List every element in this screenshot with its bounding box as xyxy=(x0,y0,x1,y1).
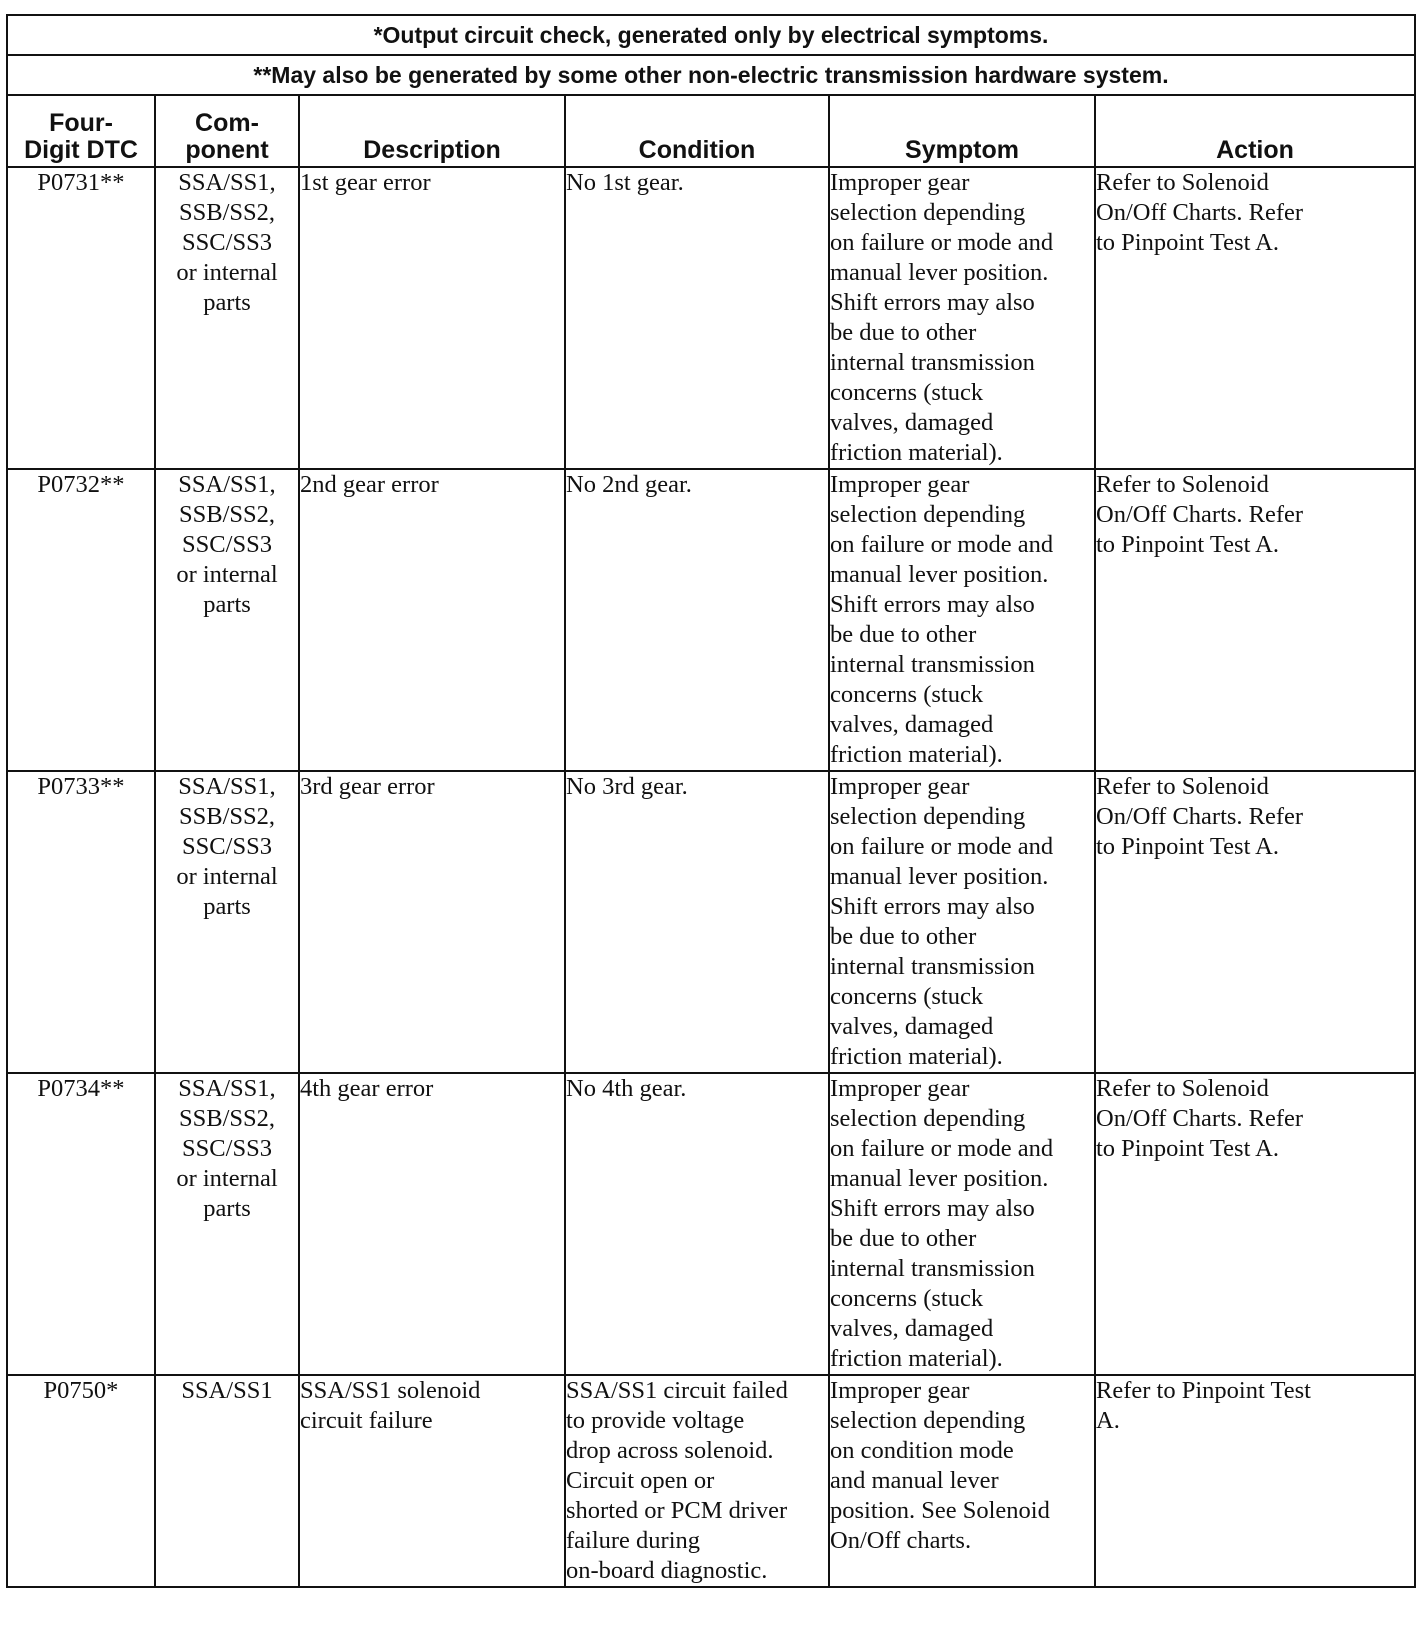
header-row xyxy=(7,95,1415,167)
action-cell: Refer to Solenoid On/Off Charts. Refer to Pinpoint Test A. xyxy=(1095,167,1415,469)
condition-cell: No 3rd gear. xyxy=(565,771,829,1073)
component-cell: SSA/SS1, SSB/SS2, SSC/SS3 or internal parts xyxy=(155,1073,299,1375)
table-row xyxy=(7,167,1415,469)
action-cell: Refer to Solenoid On/Off Charts. Refer to Pinpoint Test A. xyxy=(1095,1073,1415,1375)
dtc-code: P0750* xyxy=(7,1375,155,1587)
action-cell: Refer to Solenoid On/Off Charts. Refer to Pinpoint Test A. xyxy=(1095,469,1415,771)
symptom-cell: Improper gear selection depending on failure or mode and manual lever position. Shift errors may also be due to other internal transmission concerns (stuck valves, damaged friction material). xyxy=(829,469,1095,771)
header-action: Action xyxy=(1095,95,1415,167)
dtc-code: P0732** xyxy=(7,469,155,771)
dtc-code: P0731** xyxy=(7,167,155,469)
dtc-code: P0734** xyxy=(7,1073,155,1375)
condition-cell: No 4th gear. xyxy=(565,1073,829,1375)
component-cell: SSA/SS1, SSB/SS2, SSC/SS3 or internal parts xyxy=(155,469,299,771)
table-row xyxy=(7,469,1415,771)
symptom-cell: Improper gear selection depending on failure or mode and manual lever position. Shift errors may also be due to other internal transmission concerns (stuck valves, damaged friction material). xyxy=(829,167,1095,469)
description-cell: 1st gear error xyxy=(299,167,565,469)
component-cell: SSA/SS1, SSB/SS2, SSC/SS3 or internal parts xyxy=(155,771,299,1073)
table-row xyxy=(7,1073,1415,1375)
banner-electrical-note: *Output circuit check, generated only by electrical symptoms. xyxy=(7,15,1415,55)
action-cell: Refer to Solenoid On/Off Charts. Refer to Pinpoint Test A. xyxy=(1095,771,1415,1073)
header-description: Description xyxy=(299,95,565,167)
description-cell: 4th gear error xyxy=(299,1073,565,1375)
symptom-cell: Improper gear selection depending on failure or mode and manual lever position. Shift errors may also be due to other internal transmission concerns (stuck valves, damaged friction material). xyxy=(829,1073,1095,1375)
table-row xyxy=(7,1375,1415,1587)
description-cell: 3rd gear error xyxy=(299,771,565,1073)
condition-cell: No 2nd gear. xyxy=(565,469,829,771)
condition-cell: No 1st gear. xyxy=(565,167,829,469)
dtc-code: P0733** xyxy=(7,771,155,1073)
header-condition: Condition xyxy=(565,95,829,167)
banner-hardware-note: **May also be generated by some other non-electric transmission hardware system. xyxy=(7,55,1415,95)
condition-cell: SSA/SS1 circuit failed to provide voltage drop across solenoid. Circuit open or shorted or PCM driver failure during on-board diagnostic. xyxy=(565,1375,829,1587)
description-cell: SSA/SS1 solenoid circuit failure xyxy=(299,1375,565,1587)
header-component: Com- ponent xyxy=(155,95,299,167)
banner-row-2 xyxy=(7,55,1415,95)
symptom-cell: Improper gear selection depending on failure or mode and manual lever position. Shift errors may also be due to other internal transmission concerns (stuck valves, damaged friction material). xyxy=(829,771,1095,1073)
table-row xyxy=(7,771,1415,1073)
symptom-cell: Improper gear selection depending on condition mode and manual lever position. See Solenoid On/Off charts. xyxy=(829,1375,1095,1587)
dtc-table xyxy=(6,14,1416,1588)
banner-row-1 xyxy=(7,15,1415,55)
header-symptom: Symptom xyxy=(829,95,1095,167)
header-dtc: Four- Digit DTC xyxy=(7,95,155,167)
dtc-document xyxy=(6,14,1414,1588)
action-cell: Refer to Pinpoint Test A. xyxy=(1095,1375,1415,1587)
component-cell: SSA/SS1 xyxy=(155,1375,299,1587)
component-cell: SSA/SS1, SSB/SS2, SSC/SS3 or internal parts xyxy=(155,167,299,469)
description-cell: 2nd gear error xyxy=(299,469,565,771)
